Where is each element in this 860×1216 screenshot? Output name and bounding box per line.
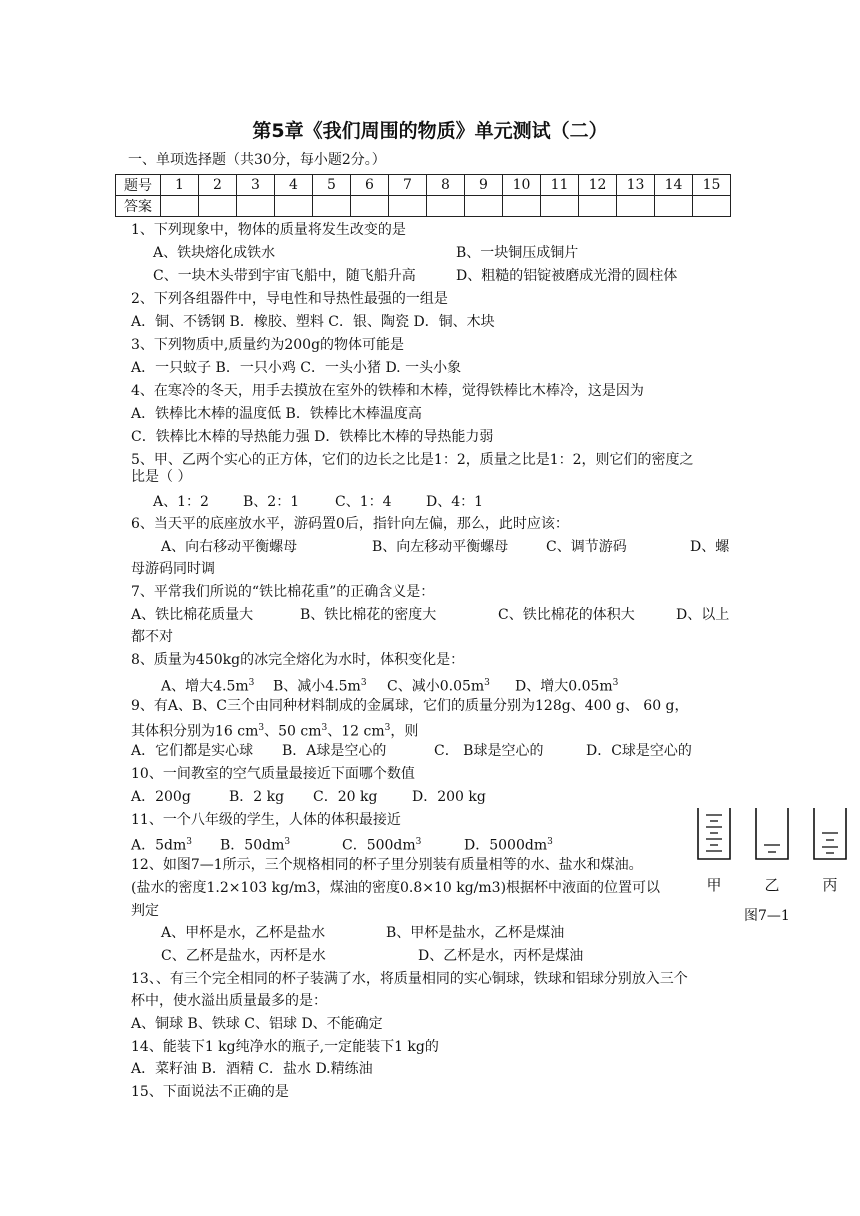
- table-cell: 6: [351, 175, 389, 196]
- table-cell: 14: [655, 175, 693, 196]
- option-1b: B、一块铜压成铜片: [456, 245, 579, 261]
- question-12: 12、如图7—1所示，三个规格相同的杯子里分别装有质量相等的水、盐水和煤油。: [131, 857, 643, 873]
- option-11c: C．$500dm^3$: [342, 837, 422, 854]
- answer-cell[interactable]: [503, 196, 541, 217]
- question-9-cont: 其体积分别为16 $cm^3$、50 $cm^3$、12 $cm^3$，则: [131, 723, 419, 740]
- option-8b: B、减小$4.5m^3$: [273, 678, 367, 695]
- table-cell: 1: [161, 175, 199, 196]
- option-12d: D、乙杯是水，丙杯是煤油: [418, 948, 584, 964]
- figure-cups: [696, 806, 856, 924]
- question-5-cont: 比是（ ）: [131, 469, 192, 485]
- option-5c: C、1：4: [335, 494, 392, 510]
- options-4cd: C．铁棒比木棒的导热能力强 D．铁棒比木棒的导热能力弱: [131, 429, 494, 445]
- option-7b: B、铁比棉花的密度大: [300, 607, 437, 623]
- option-7c: C、铁比棉花的体积大: [498, 607, 635, 623]
- option-12b: B、甲杯是盐水，乙杯是煤油: [386, 925, 565, 941]
- table-cell: 12: [579, 175, 617, 196]
- table-cell: 15: [693, 175, 731, 196]
- option-6a: A、向右移动平衡螺母: [161, 539, 298, 555]
- option-6d-cont: 母游码同时调: [131, 561, 215, 577]
- options-13: A、铜球 B、铁球 C、铝球 D、不能确定: [131, 1016, 383, 1032]
- option-5a: A、1：2: [153, 494, 209, 510]
- option-5d: D、4：1: [426, 494, 484, 510]
- option-12a: A、甲杯是水，乙杯是盐水: [161, 925, 326, 941]
- option-10d: D．200 kg: [412, 789, 486, 805]
- question-7: 7、平常我们所说的“铁比棉花重”的正确含义是：: [131, 584, 435, 600]
- option-10c: C．20 kg: [313, 789, 378, 805]
- table-cell: 2: [199, 175, 237, 196]
- table-row-numbers: [116, 175, 731, 196]
- option-9c: C． B球是空心的: [434, 743, 544, 759]
- table-cell: 3: [237, 175, 275, 196]
- answer-cell[interactable]: [313, 196, 351, 217]
- answer-cell[interactable]: [655, 196, 693, 217]
- table-header: 题号: [116, 175, 161, 196]
- cup-icon-yi: [754, 806, 790, 861]
- option-7d-cont: 都不对: [131, 629, 173, 645]
- question-6: 6、当天平的底座放水平，游码置0后，指针向左偏，那么，此时应该：: [131, 516, 569, 532]
- option-8c: C、减小$0.05m^3$: [387, 678, 490, 695]
- answer-cell[interactable]: [465, 196, 503, 217]
- option-9b: B．A球是空心的: [282, 743, 387, 759]
- table-row-answers: [116, 196, 731, 217]
- options-14: A．菜籽油 B．酒精 C．盐水 D.精练油: [131, 1061, 373, 1077]
- answer-cell[interactable]: [693, 196, 731, 217]
- cup-icon-jia: [696, 806, 732, 861]
- question-11: 11、一个八年级的学生，人体的体积最接近: [131, 812, 401, 828]
- answer-cell[interactable]: [237, 196, 275, 217]
- answer-cell[interactable]: [541, 196, 579, 217]
- question-15: 15、下面说法不正确的是: [131, 1084, 289, 1100]
- option-11a: A．$5dm^3$: [131, 837, 192, 854]
- answer-cell[interactable]: [161, 196, 199, 217]
- question-9: 9、有A、B、C三个由同种材料制成的金属球，它们的质量分别为128g、400 g、 60 g，: [131, 698, 689, 714]
- option-9d: D．C球是空心的: [586, 743, 692, 759]
- option-10a: A．200g: [131, 789, 191, 805]
- answer-cell[interactable]: [389, 196, 427, 217]
- option-6c: C、调节游码: [546, 539, 627, 555]
- options-3: A．一只蚊子 B．一只小鸡 C．一头小猪 D. 一头小象: [131, 360, 462, 376]
- question-4: 4、在寒冷的冬天，用手去摸放在室外的铁棒和木棒，觉得铁棒比木棒冷，这是因为: [131, 383, 644, 399]
- cup-icon-bing: [812, 806, 848, 861]
- answer-cell[interactable]: [351, 196, 389, 217]
- table-cell: 5: [313, 175, 351, 196]
- question-8: 8、质量为450kg的冰完全熔化为水时，体积变化是：: [131, 652, 465, 668]
- answer-cell[interactable]: [199, 196, 237, 217]
- question-2: 2、下列各组器件中，导电性和导热性最强的一组是: [131, 291, 448, 307]
- cup-label-bing: 丙: [822, 876, 838, 894]
- option-5b: B、2：1: [243, 494, 300, 510]
- section-heading: 一、单项选择题（共30分，每小题2分。）: [128, 152, 386, 168]
- table-cell: 4: [275, 175, 313, 196]
- option-11b: B．$50dm^3$: [220, 837, 291, 854]
- cup-label-yi: 乙: [764, 876, 780, 894]
- options-4ab: A．铁棒比木棒的温度低 B．铁棒比木棒温度高: [131, 406, 422, 422]
- table-cell: 11: [541, 175, 579, 196]
- table-cell: 9: [465, 175, 503, 196]
- table-cell: 10: [503, 175, 541, 196]
- answer-cell[interactable]: [275, 196, 313, 217]
- option-1d: D、粗糙的铝锭被磨成光滑的圆柱体: [456, 268, 678, 284]
- option-7a: A、铁比棉花质量大: [131, 607, 254, 623]
- table-cell: 13: [617, 175, 655, 196]
- page-title: 第5章《我们周围的物质》单元测试（二）: [252, 120, 608, 142]
- question-12-cont: (盐水的密度1.2×103 kg/m3，煤油的密度0.8×10 kg/m3)根据杯中液面的位置可以: [131, 880, 661, 896]
- options-2: A．铜、不锈钢 B．橡胶、塑料 C．银、陶瓷 D．铜、木块: [131, 314, 495, 330]
- question-3: 3、下列物质中,质量约为200g的物体可能是: [131, 337, 405, 353]
- figure-caption: 图7—1: [744, 908, 790, 924]
- answer-cell[interactable]: [617, 196, 655, 217]
- answer-table: [115, 174, 731, 217]
- question-12-cont2: 判定: [131, 903, 159, 919]
- answer-cell[interactable]: [427, 196, 465, 217]
- cup-label-jia: 甲: [706, 876, 722, 894]
- table-cell: 7: [389, 175, 427, 196]
- option-6d: D、螺: [690, 539, 730, 555]
- option-8a: A、增大$4.5m^3$: [161, 678, 255, 695]
- option-11d: D．$5000dm^3$: [464, 837, 553, 854]
- option-7d: D、以上: [676, 607, 730, 623]
- question-1: 1、下列现象中，物体的质量将发生改变的是: [131, 222, 406, 238]
- question-14: 14、能装下1 kg纯净水的瓶子,一定能装下1 kg的: [131, 1039, 439, 1055]
- question-5: 5、甲、乙两个实心的正方体，它们的边长之比是1：2，质量之比是1：2，则它们的密度之: [131, 452, 694, 468]
- option-6b: B、向左移动平衡螺母: [372, 539, 509, 555]
- option-10b: B．2 kg: [229, 789, 285, 805]
- option-1a: A、铁块熔化成铁水: [153, 245, 276, 261]
- answer-cell[interactable]: [579, 196, 617, 217]
- option-8d: D、增大$0.05m^3$: [515, 678, 619, 695]
- option-1c: C、一块木头带到宇宙飞船中，随飞船升高: [153, 268, 416, 284]
- question-10: 10、一间教室的空气质量最接近下面哪个数值: [131, 766, 415, 782]
- question-13: 13、、有三个完全相同的杯子装满了水，将质量相同的实心铜球，铁球和铝球分别放入三个: [131, 971, 688, 987]
- option-9a: A．它们都是实心球: [131, 743, 254, 759]
- table-cell: 8: [427, 175, 465, 196]
- option-12c: C、乙杯是盐水，丙杯是水: [161, 948, 326, 964]
- table-header: 答案: [116, 196, 161, 217]
- question-13-cont: 杯中，使水溢出质量最多的是：: [131, 993, 327, 1009]
